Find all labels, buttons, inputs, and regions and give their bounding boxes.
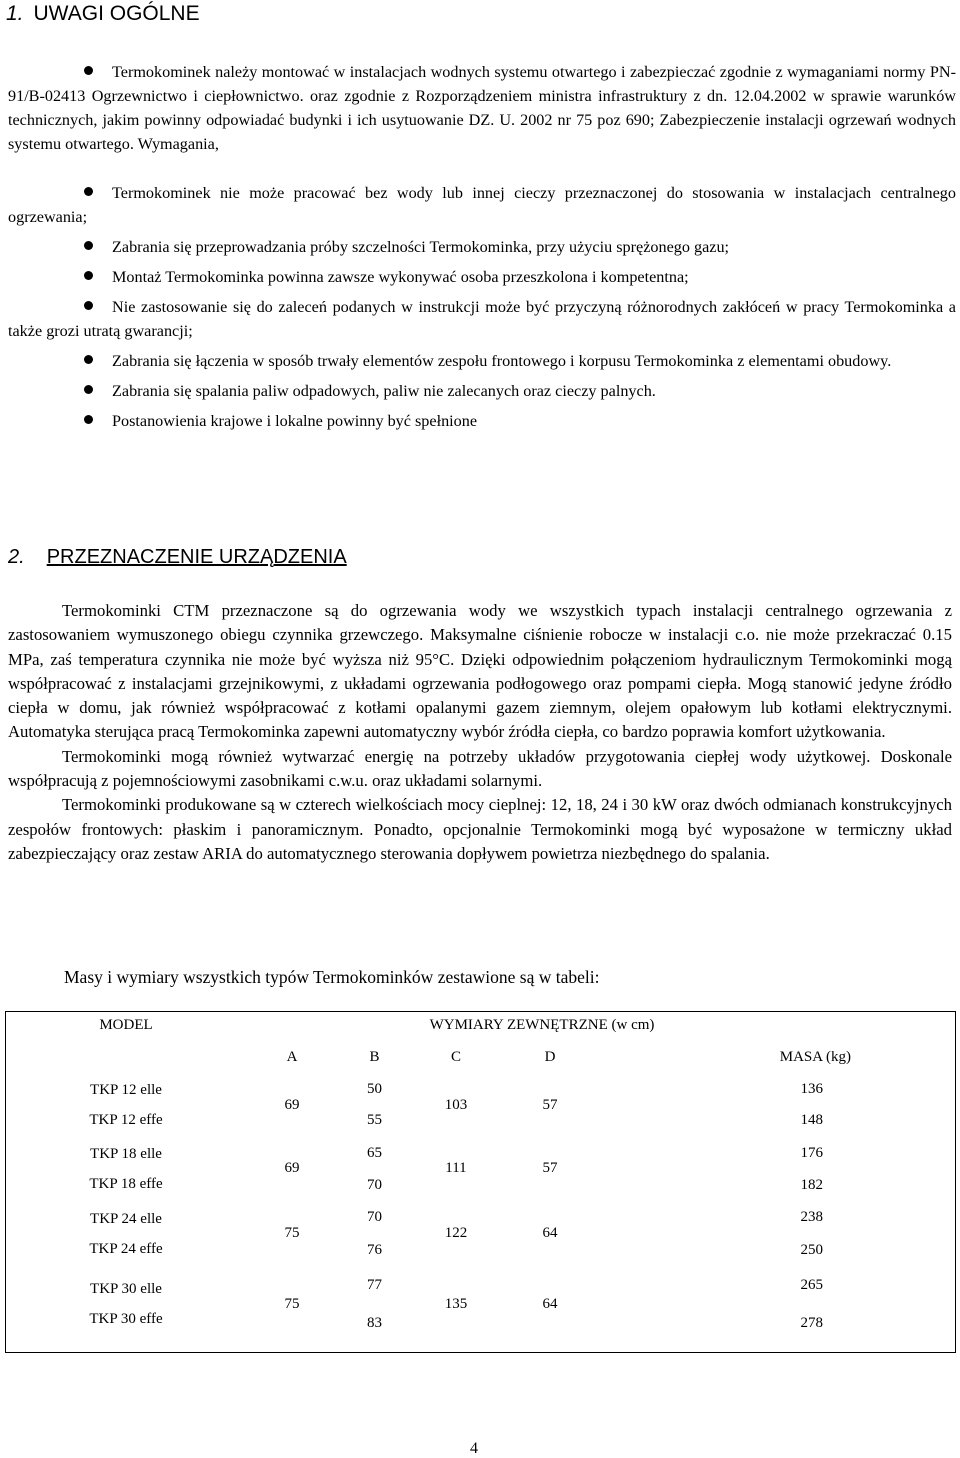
table-row [5,1266,957,1304]
cell-d: 64 [542,1295,558,1312]
cell-d: 57 [542,1160,558,1176]
table-header-row [5,1011,957,1040]
section-1-heading [6,2,200,26]
bullet-icon [84,66,93,75]
bullet-icon [84,187,93,196]
paragraph: Termokominki produkowane są w czterech wielkościach mocy cieplnej: 12, 18, 24 i 30 kW oraz dwóch odmianach konstrukcyjnych zespołów frontowych: płaskim i panoramicznym. Ponadto, opcjonalnie Termokominki mogą być wyposażone w termiczny układ zabezpieczający oraz zestaw ARIA do automatycznego sterowania dopływem powietrza niezbędnego do spalania. [8,795,952,863]
bullet-item [8,379,956,403]
section-1-rules [8,181,956,433]
cell-a: 75 [284,1295,300,1312]
page-number: 4 [470,1440,478,1457]
bullet-icon [84,241,93,250]
bullet-icon [84,355,93,364]
cell-b: 70 [367,1209,382,1225]
header-col-c: C [450,1048,461,1065]
bullet-text: Zabrania się spalania paliw odpadowych, paliw nie zalecanych oraz cieczy palnych. [112,382,656,400]
bullet-icon [84,301,93,310]
bullet-text: Zabrania się łączenia w sposób trwały elementów zespołu frontowego i korpusu Termokominka z elementami obudowy. [112,352,892,370]
cell-d: 57 [542,1096,558,1113]
table-row [5,1074,957,1105]
cell-b: 70 [367,1177,382,1193]
cell-mass: 238 [800,1209,823,1225]
section-2-number: 2. [8,546,25,568]
header-empty [5,1040,247,1074]
section-1-number: 1. [6,2,24,25]
cell-b: 76 [367,1241,382,1258]
header-col-b: B [369,1048,380,1065]
table-intro: Masy i wymiary wszystkich typów Termokominków zestawione są w tabeli: [64,967,600,987]
cell-b: 65 [367,1144,382,1161]
section-1-intro [8,60,956,156]
cell-b: 50 [367,1081,382,1097]
cell-mass: 176 [800,1144,823,1161]
bullet-icon [84,415,93,424]
table-row [5,1201,957,1234]
model-cell: TKP 12 elle TKP 12 effe [89,1082,163,1128]
cell-c: 122 [444,1225,468,1241]
bullet-text: Postanowienia krajowe i lokalne powinny być spełnione [112,412,478,430]
section-1-title: UWAGI OGÓLNE [33,2,200,25]
cell-mass: 278 [800,1314,823,1331]
cell-c: 103 [444,1096,468,1113]
header-model: MODEL [99,1017,153,1033]
section-2-body [8,599,952,866]
section-2-heading [8,546,347,569]
cell-c: 135 [444,1295,468,1312]
table-subheader-row [5,1040,957,1074]
bullet-icon [84,385,93,394]
bullet-item [8,235,956,259]
cell-mass: 250 [800,1241,823,1258]
cell-mass: 148 [800,1112,823,1128]
model-cell: TKP 30 elle TKP 30 effe [89,1281,163,1327]
bullet-text: Zabrania się przeprowadzania próby szczelności Termokominka, przy użyciu sprężonego gazu; [112,238,730,256]
bullet-text: Nie zastosowanie się do zaleceń podanych w instrukcji może być przyczyną różnorodnych zakłóceń w pracy Termokominka a także grozi utratą gwarancji; [8,298,956,340]
table-row [5,1136,957,1170]
header-col-a: A [286,1048,298,1065]
bullet-item [8,295,956,343]
header-dims: WYMIARY ZEWNĘTRZNE (w cm) [429,1017,655,1033]
bullet-text: Montaż Termokominka powinna zawsze wykonywać osoba przeszkolona i kompetentna; [112,268,689,286]
bullet-icon [84,271,93,280]
cell-mass: 182 [800,1177,823,1193]
section-2-title: PRZEZNACZENIE URZĄDZENIA [46,546,347,568]
cell-b: 77 [367,1276,382,1293]
header-col-mass: MASA (kg) [779,1048,851,1065]
cell-a: 69 [284,1160,300,1176]
cell-a: 69 [284,1096,300,1113]
bullet-text: Termokominek należy montować w instalacjach wodnych systemu otwartego i zabezpieczać zgodnie z wymaganiami normy PN-91/B-02413 Ogrzewnictwo i ciepłownictwo. oraz zgodnie z Rozporządzeniem ministra infrastruktury z dn. 12.04.2002 w sprawie warunków technicznych, jakim powinny odpowiadać budynki i ich usytuowanie DZ. U. 2002 nr 75 poz 690; Zabezpieczenie instalacji ogrzewań wodnych systemu otwartego. Wymagania, [8,63,956,153]
cell-b: 55 [367,1112,382,1128]
bullet-text: Termokominek nie może pracować bez wody lub innej cieczy przeznaczonej do stosowania w instalacjach centralnego ogrzewania; [8,184,956,226]
dimensions-table [5,1011,957,1342]
paragraph: Termokominki CTM przeznaczone są do ogrzewania wody we wszystkich typach instalacji centralnego ogrzewania z zastosowaniem wymuszonego obiegu czynnika grzewczego. Maksymalne ciśnienie robocze w instalacji c.o. nie może przekraczać 0.15 MPa, zaś temperatura czynnika nie może być wyższa niż 95°C. Dzięki odpowiednim połączeniom hydraulicznym Termokominki mogą współpracować z instalacjami grzejnikowymi, z układami ogrzewania podłogowego oraz pompami ciepła. Mogą stanowić jedyne źródło ciepła w domu, jak również współpracować z kotłami opalanymi gazem ziemnym, olejem opałowym lub kotłami elektrycznymi. Automatyka sterująca pracą Termokominka zapewni automatyczny wybór źródła ciepła, co bardzo poprawia komfort użytkowania. [8,601,952,742]
paragraph: Termokominki mogą również wytwarzać energię na potrzeby układów przygotowania ciepłej wody użytkowej. Doskonale współpracują z pojemnościowymi zasobnikami c.w.u. oraz układami solarnymi. [8,746,952,791]
cell-mass: 265 [800,1276,823,1293]
bullet-item [8,349,956,373]
bullet-item [8,60,956,156]
bullet-item [8,409,956,433]
cell-b: 83 [367,1314,382,1331]
cell-d: 64 [542,1225,558,1241]
bullet-item [8,181,956,229]
model-cell: TKP 18 elle TKP 18 effe [89,1145,163,1192]
cell-mass: 136 [800,1081,823,1097]
header-col-d: D [544,1048,556,1065]
bullet-item [8,265,956,289]
cell-c: 111 [445,1160,467,1176]
model-cell: TKP 24 elle TKP 24 effe [89,1210,163,1257]
cell-a: 75 [284,1225,300,1241]
